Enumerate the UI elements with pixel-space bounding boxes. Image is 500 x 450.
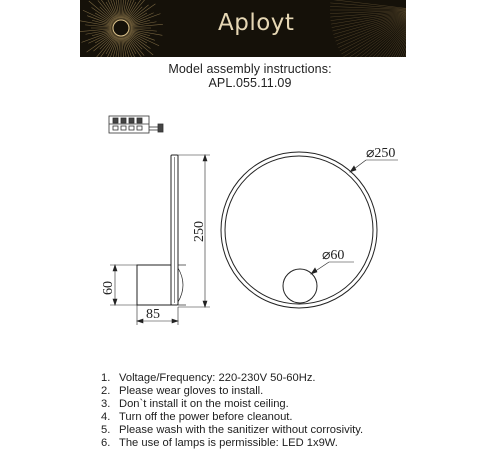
globe-diameter-leader: [311, 262, 354, 274]
terminal-block-icon: [109, 116, 163, 133]
model-number: APL.055.11.09: [208, 76, 292, 90]
height-label: 250: [192, 221, 207, 242]
ring-diameter-leader: [350, 160, 398, 172]
front-view: [221, 152, 377, 308]
ring-diameter-label: ⌀250: [366, 146, 396, 161]
document-title: Model assembly instructions:: [168, 62, 332, 76]
side-view: [137, 155, 186, 305]
brand-name: Aployt: [218, 10, 295, 36]
base-height-label: 60: [101, 281, 116, 295]
list-item: 3. Don`t install it on the moist ceiling.: [101, 398, 289, 410]
depth-label: 85: [146, 307, 160, 322]
list-item: 4. Turn off the power before cleanout.: [101, 411, 293, 423]
list-item: 6. The use of lamps is permissible: LED 1x9W.: [101, 437, 338, 449]
list-item: 5. Please wash with the sanitizer without corrosivity.: [101, 424, 364, 436]
list-item: 2. Please wear gloves to install.: [101, 385, 264, 397]
instructions-list: [101, 372, 363, 450]
globe-diameter-label: ⌀60: [322, 248, 345, 263]
list-item: 1. Voltage/Frequency: 220-230V 50-60Hz.: [101, 372, 316, 384]
